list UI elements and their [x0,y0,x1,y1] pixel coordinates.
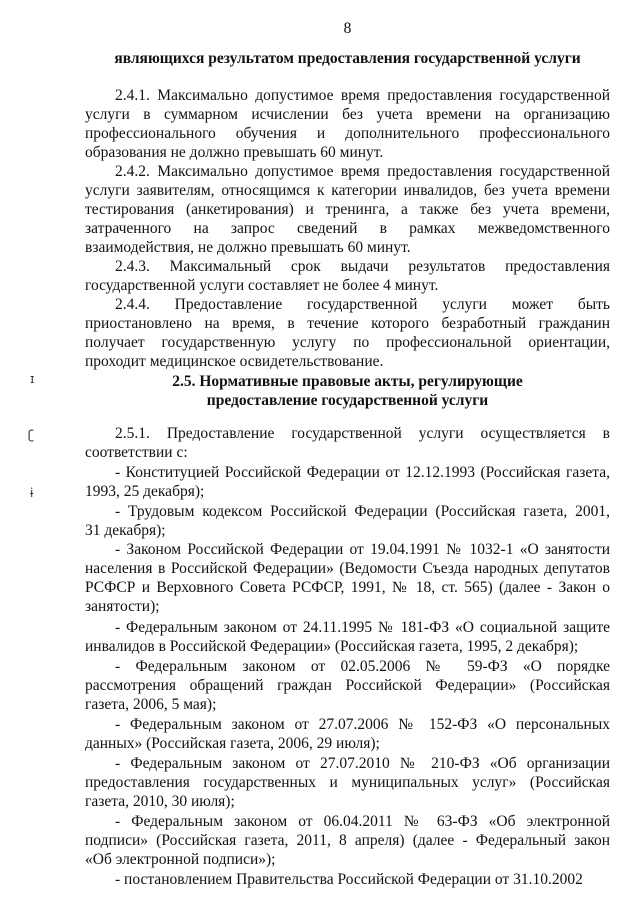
text-line: соответствии с: [85,444,188,461]
paragraph [85,295,610,371]
paragraph [85,257,610,295]
text-line: государственной услуги составляет не более 4 минут. [85,277,439,294]
paragraph [85,162,610,257]
text-line: газета, 2006, 5 мая); [85,695,217,713]
text-line: профессионального обучения и дополнительного профессионального [85,125,610,142]
paragraph [85,657,610,714]
text-line: газета, 2010, 30 июля); [85,792,235,810]
text-line: затраченного на запрос сведений в рамках межведомственного [85,220,610,237]
text-line: - Законом Российской Федерации от 19.04.1991 № 1032-1 «О занятости [115,541,610,559]
margin-mark: ɪ [30,372,35,386]
paragraph [85,540,610,616]
page-number: 8 [343,20,352,37]
text-line: рассмотрения обращений граждан Российской Федерации» (Российская [85,676,610,694]
text-line: проходит медицинское освидетельствование. [85,353,384,370]
text-line: - Федеральным законом от 02.05.2006 № 59-ФЗ «О порядке [115,657,610,675]
paragraph [85,502,610,540]
paragraph [85,870,610,889]
text-line: 2.4.4. Предоставление государственной услуги может быть [115,296,610,313]
text-line: приостановлено на время, в течение которого безработный гражданин [85,315,610,332]
margin-mark: ɨ [30,486,34,500]
text-line: данных» (Российская газета, 2006, 29 июля); [85,735,380,752]
text-line: 31 декабря); [85,521,166,539]
text-line: тестирования (анкетирования) и тренинга, а также без учета времени, [85,201,610,218]
text-line: - Федеральным законом от 27.07.2010 № 210-ФЗ «Об организации [115,754,610,772]
text-line: получает государственную услугу по профессиональной ориентации, [85,334,610,351]
text-line: - постановлением Правительства Российской Федерации от 31.10.2002 [115,871,583,889]
text-line: 2.4.2. Максимально допустимое время предоставления государственной [115,163,610,180]
text-line: 2.5.1. Предоставление государственной услуги осуществляется в [115,425,610,442]
text-line: образования не должно превышать 60 минут. [85,144,384,161]
text-line: - Конституцией Российской Федерации от 12.12.1993 (Российская газета, [115,463,610,481]
text-line: - Федеральным законом от 06.04.2011 № 63-ФЗ «Об электронной [115,813,610,830]
text-line: занятости); [85,598,160,616]
text-line: услуги заявителям, относящимся к категории инвалидов, без учета времени [85,182,610,199]
paragraph [85,715,610,753]
paragraph [85,754,610,811]
paragraph [85,618,610,656]
text-line: 2.4.1. Максимально допустимое время предоставления государственной [115,87,610,104]
text-line: «Об электронной подписи»); [85,851,276,868]
paragraph [85,463,610,501]
text-line: 2.4.3. Максимальный срок выдачи результатов предоставления [115,258,610,275]
text-line: - Федеральным законом от 24.11.1995 № 181-ФЗ «О социальной защите [115,619,610,636]
text-line: 1993, 25 декабря); [85,482,205,500]
paragraph [85,424,610,462]
text-line: предоставления государственных и муниципальных услуг» (Российская [85,773,610,791]
margin-mark: ʗ [28,428,35,442]
text-line: - Трудовым кодексом Российской Федерации (Российская газета, 2001, [115,502,610,520]
heading-top: являющихся результатом предоставления государственной услуги [114,50,581,67]
paragraph [85,812,610,869]
text-line: населения в Российской Федерации» (Ведомости Съезда народных депутатов [85,560,610,578]
text-line: инвалидов в Российской Федерации» (Российская газета, 1995, 2 декабря); [85,638,579,655]
paragraph [85,86,610,162]
text-line: услуги в суммарном исчислении без учета времени на организацию [85,106,610,123]
text-line: подписи» (Российская газета, 2011, 8 апреля) (далее - Федеральный закон [85,832,610,849]
text-line: взаимодействия, не должно превышать 60 минут. [85,239,411,256]
heading-line: 2.5. Нормативные правовые акты, регулирующие [172,373,523,390]
heading-line: предоставление государственной услуги [206,392,489,409]
text-line: РСФСР и Верховного Совета РСФСР, 1991, № 18, ст. 565) (далее - Закон о [85,579,610,597]
text-line: - Федеральным законом от 27.07.2006 № 152-ФЗ «О персональных [115,716,610,733]
